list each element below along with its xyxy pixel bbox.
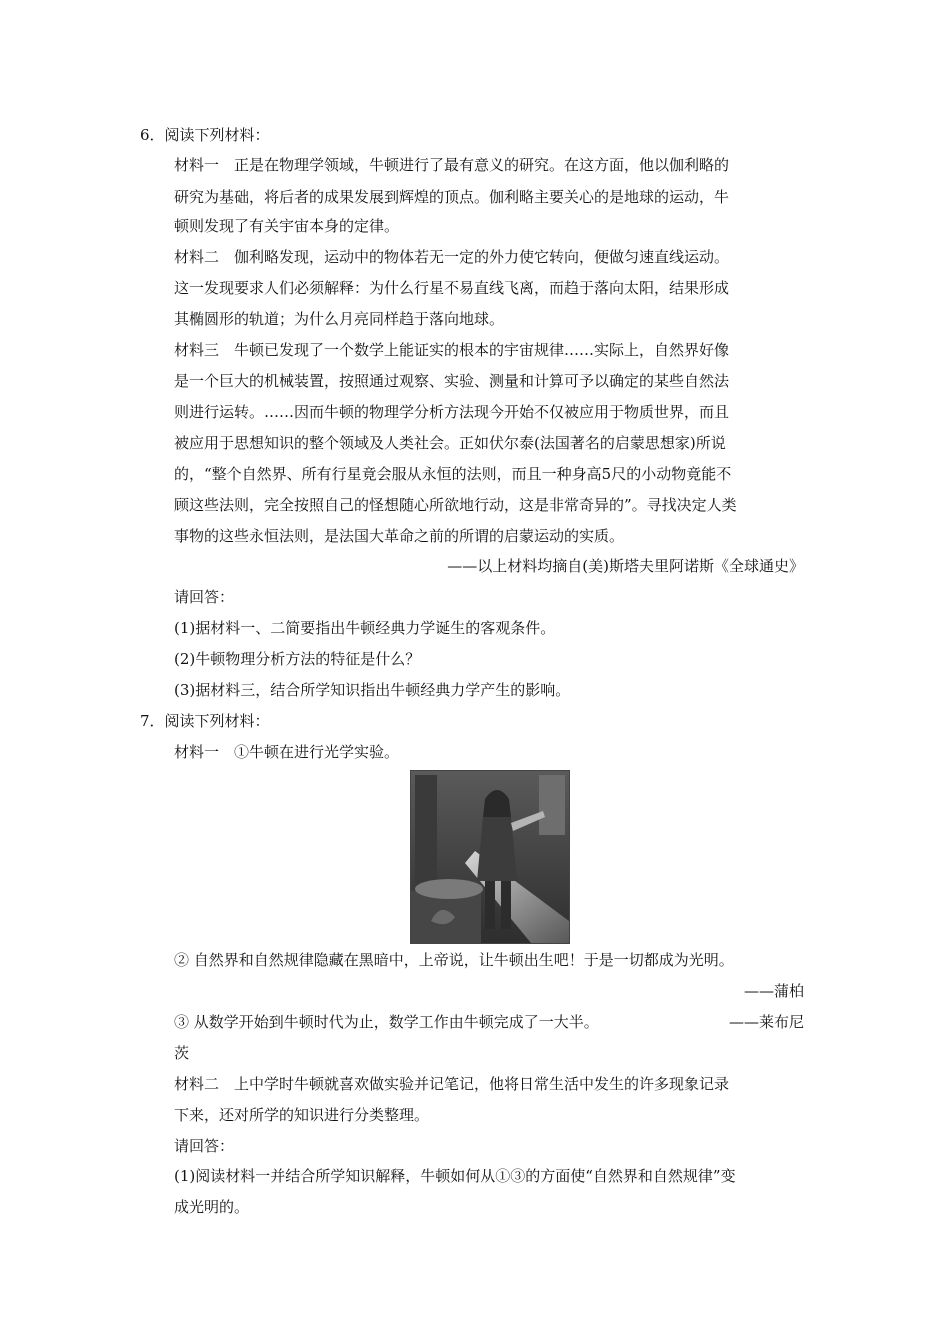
q7-material2-line: 材料二 上中学时牛顿就喜欢做实验并记笔记，他将日常生活中发生的许多现象记录 bbox=[174, 1075, 730, 1093]
q6-material1-line: 顿则发现了有关宇宙本身的定律。 bbox=[174, 217, 400, 235]
q6-material1-line: 研究为基础，将后者的成果发展到辉煌的顶点。伽利略主要关心的是地球的运动，牛 bbox=[174, 188, 730, 206]
q6-answer-prompt: 请回答： bbox=[174, 588, 235, 606]
q7-answer-prompt: 请回答： bbox=[174, 1137, 235, 1155]
q6-source-citation: ——以上材料均摘自(美)斯塔夫里阿诺斯《全球通史》 bbox=[447, 557, 804, 575]
q7-question-1-continued: 成光明的。 bbox=[174, 1198, 250, 1216]
q7-quote-3: ③ 从数学开始到牛顿时代为止，数学工作由牛顿完成了一大半。 bbox=[174, 1013, 599, 1031]
q7-quote-3-source: ——莱布尼 bbox=[728, 1013, 804, 1031]
q6-question-2: (2)牛顿物理分析方法的特征是什么？ bbox=[174, 650, 421, 668]
q6-material3-line: 事物的这些永恒法则，是法国大革命之前的所谓的启蒙运动的实质。 bbox=[174, 527, 625, 545]
q7-material2-line: 下来，还对所学的知识进行分类整理。 bbox=[174, 1106, 430, 1124]
q6-material3-line: 则进行运转。……因而牛顿的物理学分析方法现今开始不仅被应用于物质世界，而且 bbox=[174, 403, 730, 421]
q7-material1-intro: 材料一 ①牛顿在进行光学实验。 bbox=[174, 743, 400, 761]
q6-material2-line: 材料二 伽利略发现，运动中的物体若无一定的外力使它转向，便做匀速直线运动。 bbox=[174, 248, 730, 266]
q7-quote-3-source-continued: 茨 bbox=[174, 1044, 190, 1062]
q7-question-1: (1)阅读材料一并结合所学知识解释，牛顿如何从①③的方面使“自然界和自然规律”变 bbox=[174, 1167, 736, 1185]
newton-optics-experiment-photo bbox=[410, 770, 570, 944]
q6-material3-line: 被应用于思想知识的整个领域及人类社会。正如伏尔泰(法国著名的启蒙思想家)所说 bbox=[174, 434, 726, 452]
q7-quote-2-source: ——蒲柏 bbox=[743, 982, 804, 1000]
q6-material3-line: 的，“整个自然界、所有行星竟会服从永恒的法则，而且一种身高5尺的小动物竟能不 bbox=[174, 465, 732, 483]
q6-material3-line: 顾这些法则，完全按照自己的怪想随心所欲地行动，这是非常奇异的”。寻找决定人类 bbox=[174, 496, 737, 514]
q6-material1-line: 材料一 正是在物理学领域，牛顿进行了最有意义的研究。在这方面，他以伽利略的 bbox=[174, 156, 730, 174]
q7-quote-2: ② 自然界和自然规律隐藏在黑暗中，上帝说，让牛顿出生吧！于是一切都成为光明。 bbox=[174, 951, 734, 969]
q6-question-3: (3)据材料三，结合所学知识指出牛顿经典力学产生的影响。 bbox=[174, 681, 571, 699]
q6-material3-line: 材料三 牛顿已发现了一个数学上能证实的根本的宇宙规律……实际上，自然界好像 bbox=[174, 341, 730, 359]
question-7-header: 7．阅读下列材料： bbox=[140, 712, 270, 730]
q6-material2-line: 这一发现要求人们必须解释：为什么行星不易直线飞离，而趋于落向太阳，结果形成 bbox=[174, 279, 730, 297]
q6-material3-line: 是一个巨大的机械装置，按照通过观察、实验、测量和计算可予以确定的某些自然法 bbox=[174, 372, 730, 390]
question-6-header: 6．阅读下列材料： bbox=[140, 126, 270, 144]
q6-question-1: (1)据材料一、二简要指出牛顿经典力学诞生的客观条件。 bbox=[174, 619, 556, 637]
q6-material2-line: 其椭圆形的轨道；为什么月亮同样趋于落向地球。 bbox=[174, 310, 505, 328]
